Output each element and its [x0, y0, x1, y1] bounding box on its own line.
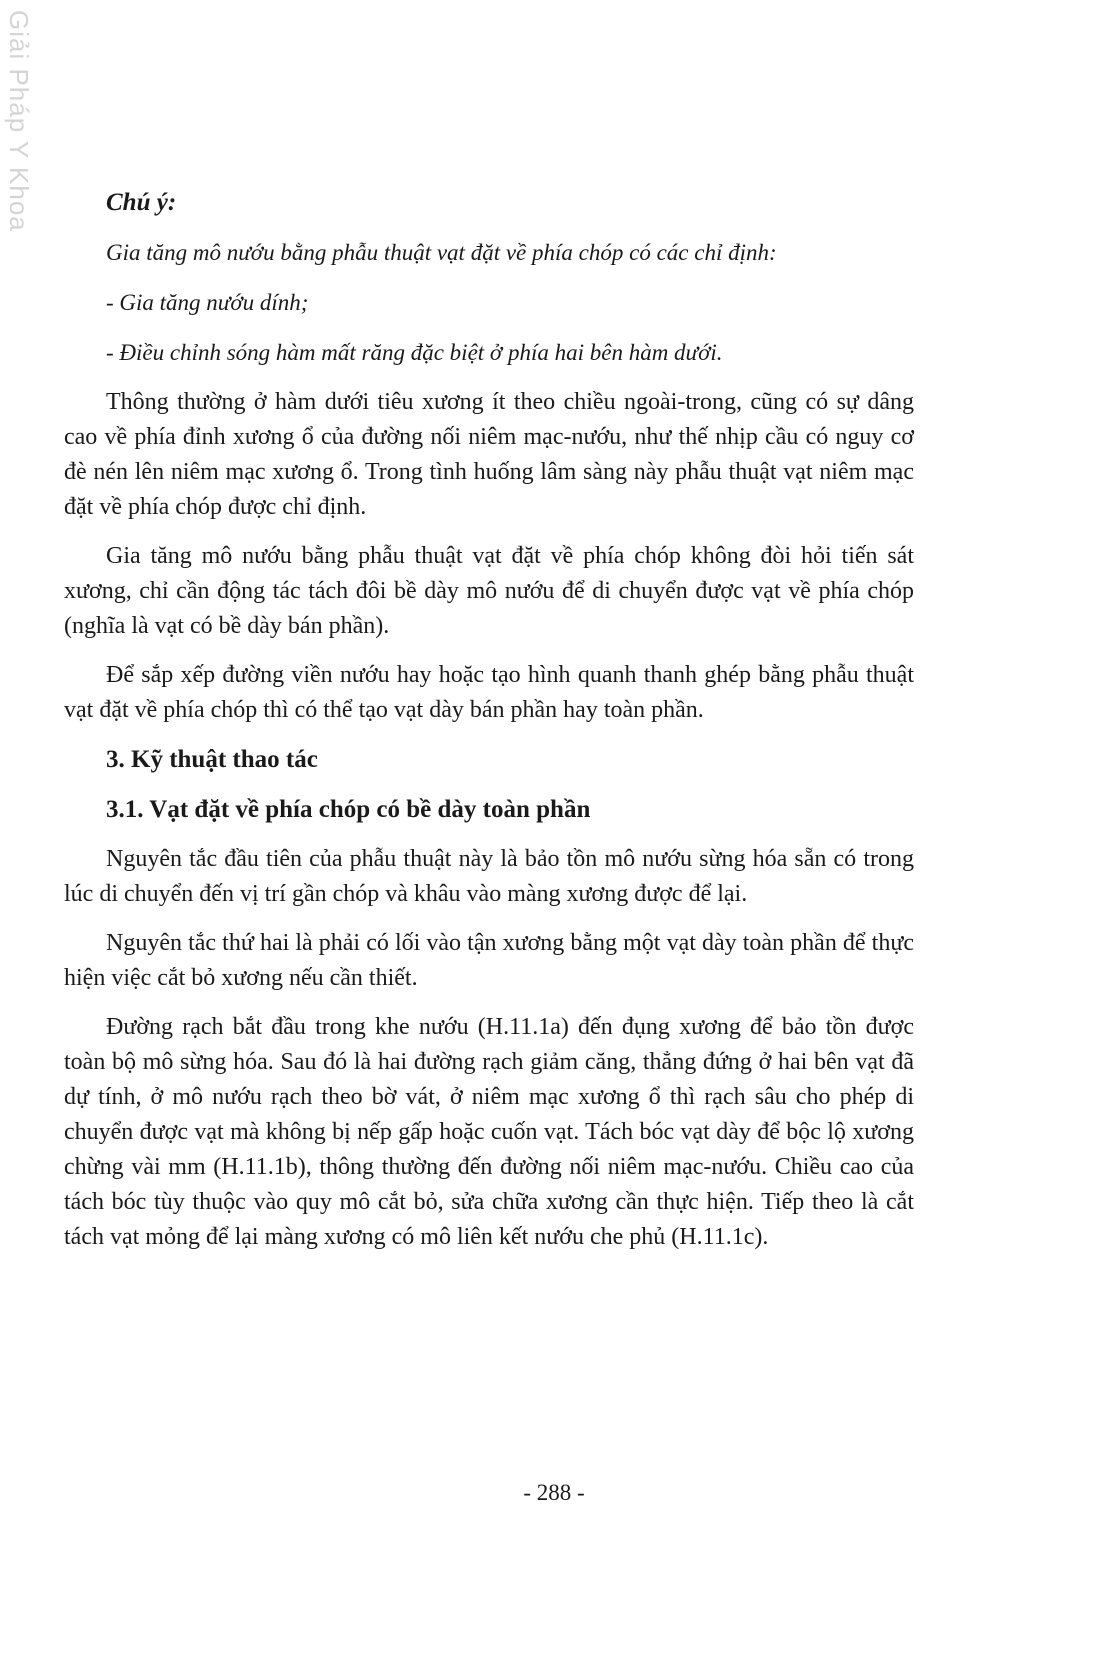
- paragraph-mandible: Thông thường ở hàm dưới tiêu xương ít theo chiều ngoài-trong, cũng có sự dâng cao về phía đỉnh xương ổ của đường nối niêm mạc-nướu, như thế nhịp cầu có nguy cơ đè nén lên niêm mạc xương ổ. Trong tình huống lâm sàng này phẫu thuật vạt niêm mạc đặt về phía chóp được chỉ định.: [64, 389, 914, 520]
- subsection-heading: 3.1. Vạt đặt về phía chóp có bề dày toàn phần: [106, 796, 591, 823]
- paragraph-second-principle: Nguyên tắc thứ hai là phải có lối vào tận xương bằng một vạt dày toàn phần để thực hiện việc cắt bỏ xương nếu cần thiết.: [64, 930, 914, 991]
- note-line-ridge-correction: - Điều chỉnh sóng hàm mất răng đặc biệt ở phía hai bên hàm dưới.: [106, 340, 723, 365]
- paragraph-first-principle: Nguyên tắc đầu tiên của phẫu thuật này là bảo tồn mô nướu sừng hóa sẵn có trong lúc di chuyển đến vị trí gần chóp và khâu vào màng xương được để lại.: [64, 846, 914, 907]
- page-content: [64, 185, 914, 1269]
- paragraph-split-thickness: Gia tăng mô nướu bằng phẫu thuật vạt đặt về phía chóp không đòi hỏi tiến sát xương, chỉ cần động tác tách đôi bề dày mô nướu để di chuyển được vạt về phía chóp (nghĩa là vạt có bề dày bán phần).: [64, 543, 914, 639]
- section-heading: 3. Kỹ thuật thao tác: [106, 746, 318, 773]
- note-line-attached-gingiva: - Gia tăng nướu dính;: [106, 290, 309, 315]
- paragraph-contouring: Để sắp xếp đường viền nướu hay hoặc tạo hình quanh thanh ghép bằng phẫu thuật vạt đặt về phía chóp thì có thể tạo vạt dày bán phần hay toàn phần.: [64, 662, 914, 723]
- page-number: - 288 -: [523, 1480, 585, 1505]
- watermark-text: Giải Pháp Y Khoa: [4, 10, 34, 232]
- note-title: Chú ý:: [106, 189, 177, 216]
- note-line-indications: Gia tăng mô nướu bằng phẫu thuật vạt đặt về phía chóp có các chỉ định:: [106, 240, 777, 265]
- paragraph-incision: Đường rạch bắt đầu trong khe nướu (H.11.1a) đến đụng xương để bảo tồn được toàn bộ mô sừng hóa. Sau đó là hai đường rạch giảm căng, thẳng đứng ở hai bên vạt đã dự tính, ở mô nướu rạch theo bờ vát, ở niêm mạc xương ổ thì rạch sâu cho phép di chuyển được vạt mà không bị nếp gấp hoặc cuốn vạt. Tách bóc vạt dày để bộc lộ xương chừng vài mm (H.11.1b), thông thường đến đường nối niêm mạc-nướu. Chiều cao của tách bóc tùy thuộc vào quy mô cắt bỏ, sửa chữa xương cần thực hiện. Tiếp theo là cắt tách vạt mỏng để lại màng xương có mô liên kết nướu che phủ (H.11.1c).: [64, 1014, 914, 1250]
